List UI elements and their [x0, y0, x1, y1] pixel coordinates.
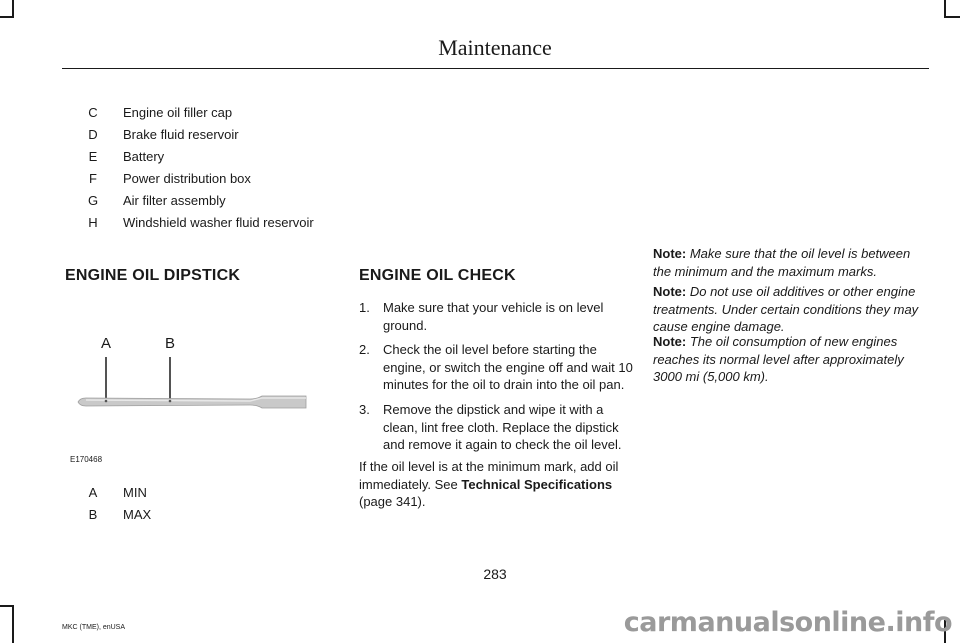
paragraph-text: If the oil level is at the minimum mark, add oil immediately. See [359, 459, 619, 492]
legend-label: Power distribution box [123, 171, 251, 186]
page-header-title: Maintenance [438, 35, 552, 60]
legend-key: F [89, 171, 97, 186]
legend-label: Brake fluid reservoir [123, 127, 239, 142]
legend-key: B [88, 507, 98, 522]
note-label: Note: [653, 284, 687, 299]
note-label: Note: [653, 334, 687, 349]
legend-key: E [88, 149, 98, 164]
legend-key: A [88, 485, 98, 500]
watermark: carmanualsonline.info [623, 607, 952, 638]
legend-key: D [88, 127, 98, 142]
note-text: Do not use oil additives or other engine treatments. Under certain conditions they may cause engine damage. [653, 284, 919, 334]
legend-label: Engine oil filler cap [123, 105, 233, 120]
step-number: 2. [359, 342, 370, 357]
page-number: 283 [483, 566, 507, 582]
footer-label: MKC (TME), enUSA [62, 624, 126, 631]
legend-label: Battery [123, 149, 165, 164]
legend-label: Windshield washer fluid reservoir [123, 215, 314, 230]
step-number: 3. [359, 402, 370, 417]
step-item [359, 341, 635, 394]
step-text: Make sure that your vehicle is on level ground. [383, 300, 604, 333]
note-block [653, 283, 931, 336]
figure-label-b: B [164, 335, 176, 352]
oil-check-section-title: ENGINE OIL CHECK [359, 267, 516, 284]
step-item [359, 299, 635, 334]
legend-label: Air filter assembly [123, 193, 226, 208]
header-divider [62, 68, 929, 69]
note-block [653, 333, 931, 386]
step-item [359, 401, 635, 454]
dipstick-section-title: ENGINE OIL DIPSTICK [65, 267, 241, 284]
note-text: The oil consumption of new engines reaches its normal level after approximately 3000 mi (5,000 km). [653, 334, 904, 384]
oil-level-paragraph [359, 458, 629, 511]
legend-key: G [87, 193, 99, 208]
legend-label: MIN [123, 485, 147, 500]
figure-code: E170468 [70, 455, 103, 464]
figure-label-a: A [100, 335, 112, 352]
step-text: Remove the dipstick and wipe it with a clean, lint free cloth. Replace the dipstick and remove it again to check the oil level. [383, 402, 622, 452]
note-label: Note: [653, 246, 687, 261]
page-reference: (page 341). [359, 494, 426, 509]
step-text: Check the oil level before starting the engine, or switch the engine off and wait 10 minutes for the oil to drain into the oil pan. [383, 342, 633, 392]
legend-label: MAX [123, 507, 152, 522]
technical-specifications-link[interactable]: Technical Specifications [461, 476, 613, 492]
dipstick-illustration [62, 325, 312, 470]
step-number: 1. [359, 300, 370, 315]
note-text: Make sure that the oil level is between the minimum and the maximum marks. [653, 246, 911, 279]
legend-key: H [88, 215, 98, 230]
legend-key: C [88, 105, 98, 120]
note-block [653, 245, 931, 280]
